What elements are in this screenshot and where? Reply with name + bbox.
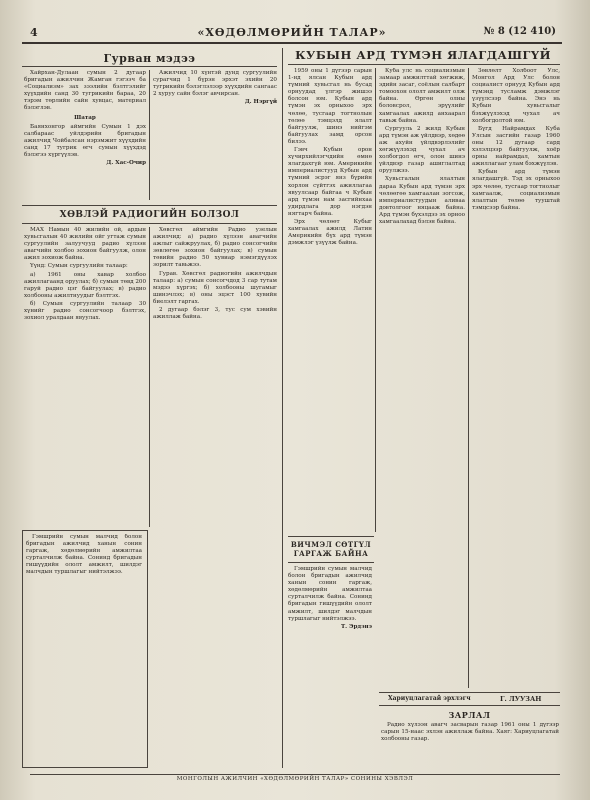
gurvan-item-2: Баянхонгор аймгийн Сумын 1 дэх салбараас уйлдэрийн бригадын ажилчид Чойбалсан нэрэмжит хүүхдийн санд 17 тугрик өгч сумын хүүхдэд бэлэгээ хүргүүлэв. <box>24 123 146 159</box>
sig-bottom-rule <box>379 705 560 706</box>
cuba-col-2 <box>379 68 465 688</box>
issue-number: № 8 (12 410) <box>483 26 556 37</box>
page-number: 4 <box>30 26 38 39</box>
zarlal-heading: ЗАРЛАЛ <box>448 710 491 720</box>
gurvan-item-2-sig: Д. Хас-Очир <box>106 160 146 167</box>
vichmel-heading: ВИЧМЭЛ СӨТГҮЛ ГАРГАЖ БАЙНА <box>290 540 372 558</box>
cuba-col-2-p1: Куба улс нь социализмын замаар амжилттай хөгжиж, эдийн засаг, соёлын салбарт томоохон ололт амжилт олж байна. Өргөн олны боловсрол, эрүүлийг хамгаалах ажилд анхаарал тавьж байна. <box>379 68 465 124</box>
cuba-col-3-p2: Бүгд Найрамдах Куба Улсын засгийн газар 1960 оны 12 дугаар сард хэлэлцээр байгуулж, хоёр орны найрамдал, хамтын ажиллагааг улам бэхжүүлэв. <box>472 125 560 168</box>
gurvan-item-3: Ажилчид 10 хүнтэй дунд сургуулийн сурагчид 1 бүрэн эрхэт эхийн 20 тугрикийн бэлэглэлээр хүүхдийн сангаас 2 хуруу сайн бэлэг авчирсан. <box>153 70 277 98</box>
vichmel-col-body: Гэмшрийн сумын малчид болон бригадын ажилчид ханын сонин гаргаж, хөдөлмөрийн амжилтаа сурталчилж байна. Сонинд бригадын гишүүдийн ололт амжилт, шилдэг малчдын туршлагыг нийтэлжээ. <box>288 566 372 622</box>
gurvan-col-divider <box>149 70 150 200</box>
radio-col-divider <box>149 227 150 527</box>
vichmel-sig: Т. Эрдэнэ <box>340 623 372 630</box>
newspaper-title: «ХӨДӨЛМӨРИЙН ТАЛАР» <box>197 26 387 39</box>
cuba-heading: КУБЫН АРД ТҮМЭН ЯЛАГДАШГҮЙ <box>295 48 551 62</box>
cuba-col-2-p2: Сургууль 2 жилд Кубын ард түмэн аж үйлдвэр, хөдөө аж ахуйн үйлдвэрлэлийг хөгжүүлэхэд чухал ач холбогдол өгч, олон шинэ үйлдвэр газар ашиглалтад оруулжээ. <box>379 125 465 175</box>
zarlal-text: Радио хүлээн авагч засварын газар 1961 оны 1 дүгээр сарын 15-наас эхлэн ажиллаж байна. Хаяг: Хариуцлагатай холбооны газар. <box>381 722 559 743</box>
gurvan-item-3-sig: Д. Нэргүй <box>244 99 277 106</box>
masthead <box>22 24 562 44</box>
radio-col-1-p3: а) 1961 оны хавар холбоо ажиллагаанд оруулах; б) сумын төвд 200 гаруй радио цэг байгуулах; в) радио холбооны ажилтнуудыг бэлтгэх. <box>24 271 146 299</box>
sig-top-rule <box>379 692 560 693</box>
radio-col-1-p1: МАХ Намын 40 жилийн ой, ардын хувьсгалын 40 жилийн ойг угтаж сумын сургуулийн залуучууд радио хүлээн авагчийн холбоо зохион байгуулж, олон ажил зохиож байна. <box>24 227 146 262</box>
gurvan-item-2-title: Шатар <box>74 114 96 121</box>
radio-col-2 <box>153 227 277 747</box>
radio-col-1-p2: Үүнд: Сумын сургуулийн талаар: <box>30 263 128 270</box>
gurvan-item-1: Хайрхан-Дулаан сумын 2 дугаар бригадын ажилчин Жамган гэгээч ба «Социализм» зах зээлийн бэлтгэлийг хүүхдийн санд 30 тугрикийн бараа, 20 тэрэм төрлийн сайн хувцас, материал бэлэглэв. <box>24 70 146 112</box>
page-footer: МОНГОЛЫН АЖИЛЧИН «ХӨДӨЛМӨРИЙН ТАЛАР» СОНИНЫ ХЭВЛЭЛ <box>30 774 560 785</box>
cuba-col-2-p3: Хувьсгалын ялалтын дараа Кубын ард түмэн эрх чөлөөгөө хамгаалан зогсож, империалистуудын аливаа довтолгоог няцааж байна. Ард түмэн бүхэлдээ эх орноо хамгаалахад бэлэн байна. <box>379 176 465 225</box>
vichmel-head-rule <box>288 562 374 563</box>
radio-rule <box>22 223 277 224</box>
cuba-col-3-p1: Зөвлөлт Холбоот Улс, Монгол Ард Улс болон социалист орнууд Кубын ард түмэнд тусламж дэмжлэг үзүүлсээр байна. Энэ нь Кубын хувьсгалыг бэхжүүлэхэд чухал ач холбогдолтой юм. <box>472 68 560 124</box>
editor-name: Г. ЛУУЗАН <box>500 695 542 703</box>
cuba-rule <box>288 64 560 65</box>
radio-heading: ХӨВЛЭЙ РАДИОГИЙН БОЛЗОЛ <box>59 210 240 220</box>
editor-label: Хариуцлагатай эрхлэгч <box>388 695 471 702</box>
radio-col-1-p4: б) Сумын сургуулийн талаар 30 хүнийг радио сонсогчоор бэлтгэх, зохиол уралдаан явуулах. <box>24 300 146 322</box>
radio-col-2-p1: Хөвсгөл аймгийн Радио узелын ажилчид: а) радио хүлээн авагчийн ажлыг сайжруулах, б) радио сонсогчийн зөвлөгөө зохион байгуулах; в) сумын төвийн радио 50 хувиар нэмэгдүүлэх зорилт тавьжээ. <box>153 227 277 269</box>
radio-col-2-p2: Гурав. Хөвсгөл радиогийн ажилчдын талаар: а) сумын сонсогчдод 3 сар тутам мэдээ хүргэх; б) холбооны шугамыг шинэчлэх; в) оны эцэст 100 хувийн биелэлт гаргах. <box>153 270 277 305</box>
radio-col-2-p3: 2 дугаар бэлэг 3, тус сум хэвийн ажиллаж байна. <box>153 307 277 321</box>
main-divider <box>282 48 283 768</box>
zarlal-body <box>381 722 559 762</box>
gurvan-bottom-rule <box>22 205 277 206</box>
cuba-col-1-p1: 1959 оны 1 дүгээр сарын 1-нд ялсан Кубын ард түмний хувьсгал нь бусад орнуудад үлгэр жишээ болсон юм. Кубын ард түмэн эх орныхоо эрх чөлөө, тусгаар тогтнолын төлөө тэмцэлд ялалт байгуулж, шинэ нийгэм байгуулах замд орсон билээ. <box>288 68 372 145</box>
cuba-col-divider-1 <box>375 68 376 532</box>
gurvan-col-2 <box>153 70 277 202</box>
vichmel-top-rule <box>288 536 374 537</box>
cuba-col-1-p3: Эрх чөлөөт Кубыг хамгаалах ажилд Латин Америкийн бүх ард түмэн дэмжлэг үзүүлж байна. <box>288 218 372 247</box>
cuba-col-1-p2: Гэвч Кубын орон хүчирхийлэгчдийн өмнө ялагдахгүй юм. Америкийн империалистууд Кубын ард түмний эсрэг янз бүрийн хорлон сүйтгэх ажиллагаа явуулсаар байгаа ч Кубын ард түмэн нам засгийнхаа удирдлага дор нэгдэн нягтарч байна. <box>288 147 372 217</box>
radio-col-1 <box>24 227 146 523</box>
gurvan-col-1 <box>24 70 146 202</box>
cuba-col-3 <box>472 68 560 688</box>
vichmel-text <box>26 534 142 762</box>
cuba-col-3-p3: Кубын ард түмэн ялагдашгүй. Тэд эх орныхоо эрх чөлөө, тусгаар тогтнолыг хамгаалж, социализмын ялалтын төлөө тууштай тэмцсээр байна. <box>472 169 560 211</box>
vichmel-col <box>288 566 372 746</box>
cuba-col-divider-2 <box>468 68 469 688</box>
gurvan-rule <box>22 66 277 67</box>
vichmel-body: Гэмшрийн сумын малчид болон бригадын ажилчид ханын сонин гаргаж, хөдөлмөрийн амжилтаа сурталчилж байна. Сонинд бригадын гишүүдийн ололт амжилт, шилдэг малчдын туршлагыг нийтэлжээ. <box>26 534 142 576</box>
gurvan-heading: Гурван мэдээ <box>103 52 196 65</box>
cuba-col-1 <box>288 68 372 532</box>
